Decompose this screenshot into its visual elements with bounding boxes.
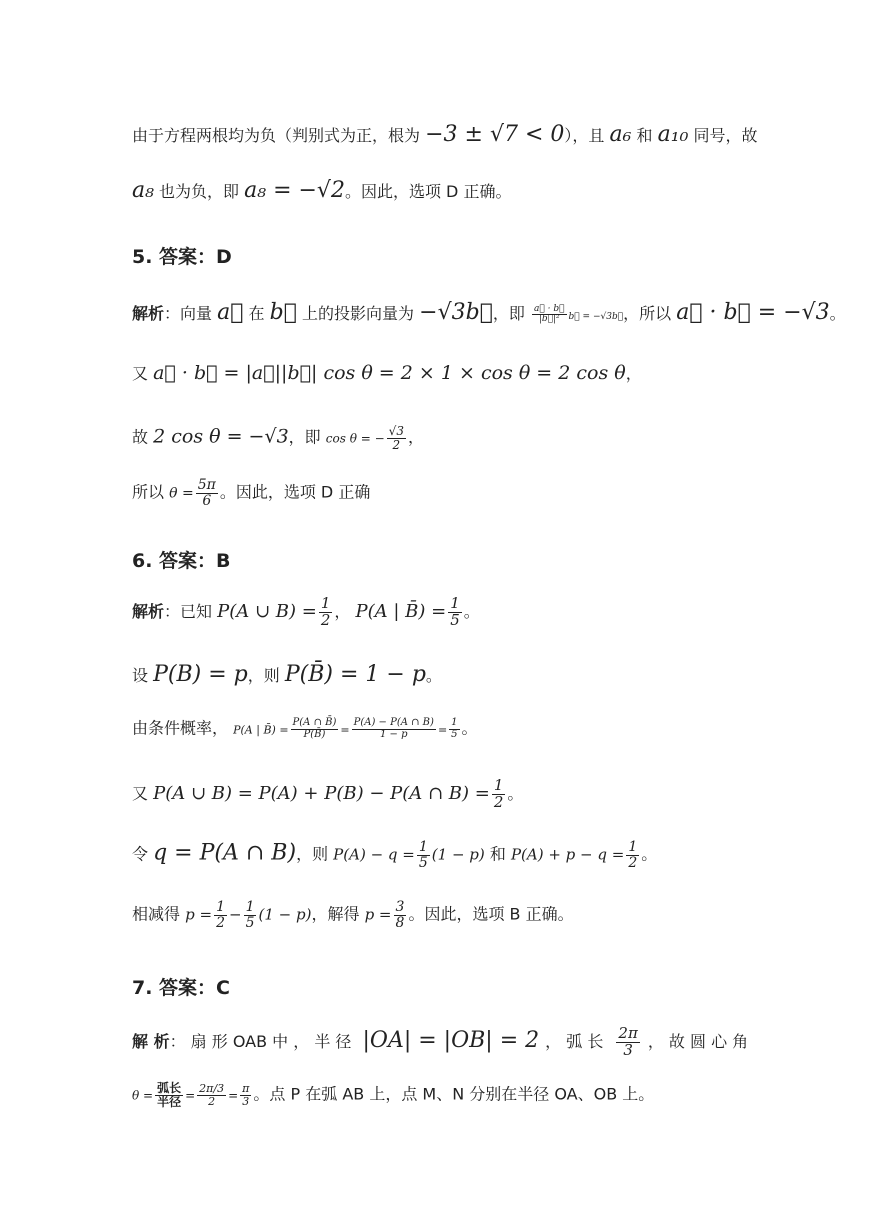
text-line: 由条件概率， P(A | B̄) = $\frac{P(A \cap B̄)}{P(B̄)}$ = $\frac{P(A) - P(A \cap B)}{1 - p}$ = $\frac{1}{5}$ 。	[132, 717, 478, 740]
label: 解析	[132, 304, 165, 323]
label: 解 析	[132, 1031, 170, 1051]
text-line	[132, 478, 760, 508]
text: 。	[829, 304, 846, 323]
math: p =	[185, 905, 213, 924]
text: ，则	[247, 666, 280, 685]
text: ，	[407, 427, 424, 447]
fraction: $\frac{a⃗ \cdot b⃗}{\text{|b⃗|²}}$	[534, 303, 565, 324]
text: 。因此，选项 B 正确。	[408, 904, 574, 924]
math: θ =	[132, 1088, 154, 1103]
answer-heading: 5. 答案：D	[132, 246, 232, 268]
text: 由于方程两根均为负（判别式为正，根为	[132, 126, 421, 145]
fraction: $\frac{P(A) - P(A \cap B)}{1 - p}$	[353, 717, 434, 740]
text: 又	[132, 364, 149, 383]
text-line	[132, 178, 760, 204]
text: ，即	[288, 427, 321, 447]
fraction: $\frac{P(A \cap B̄)}{P(B̄)}$	[292, 717, 337, 740]
math: a₁₀	[657, 122, 689, 147]
text: 设	[132, 666, 149, 685]
text-line	[132, 122, 760, 148]
math: P(B) = p	[153, 662, 248, 687]
text: 。因此，选项 D 正确。	[344, 182, 512, 201]
text-line: 相减得 p = $\frac{1}{2}$ − $\frac{1}{5}$ (1 − p)，解得 p = $\frac{3}{8}$ 。因此，选项 B 正确。	[132, 899, 574, 931]
fraction: $\frac{1}{2}$	[493, 776, 504, 811]
fraction: $\frac{1}{5}$	[451, 717, 458, 740]
math: a⃗ · b⃗ = |a⃗||b⃗| cos θ = 2 × 1 × cos θ = 2 cos θ	[153, 362, 626, 384]
text: 和	[489, 844, 506, 864]
math: −3 ± √7 < 0	[425, 122, 565, 147]
math: P(A ∪ B) =	[217, 600, 317, 622]
text-line	[132, 596, 760, 629]
text: ：已知	[164, 601, 213, 621]
text: ， 弧 长	[545, 1031, 604, 1051]
answer-heading: 6. 答案：B	[132, 550, 231, 572]
fraction: $\frac{1}{2}$	[628, 839, 638, 871]
text: 故	[132, 427, 149, 447]
answer-heading: 7. 答案：C	[132, 977, 230, 999]
fraction: $\frac{2\pi/3}{2}$	[199, 1082, 225, 1108]
fraction: $\frac{1}{2}$	[216, 899, 225, 931]
math: b⃗	[269, 300, 297, 325]
fraction: $\frac{2\pi}{3}$	[618, 1024, 638, 1059]
fraction: $\frac{1}{5}$	[245, 899, 255, 931]
math: θ =	[169, 485, 194, 502]
text: 。	[641, 844, 658, 864]
math: p =	[364, 905, 392, 924]
text: 令	[132, 844, 149, 864]
text-line	[132, 840, 760, 870]
text: ： 扇 形 OAB 中 ， 半 径	[169, 1031, 352, 1051]
text: ，	[334, 601, 351, 621]
label: 解析	[132, 601, 165, 621]
text: 由条件概率，	[132, 718, 229, 738]
fraction: $\frac{√3}{2}$	[388, 424, 404, 452]
text: ：向量	[164, 304, 213, 323]
text-line	[132, 1026, 760, 1059]
text: 所以	[132, 482, 165, 502]
math: b⃗ = −√3b⃗	[568, 312, 624, 322]
math: 2 cos θ = −√3	[153, 425, 289, 448]
math: a₆	[609, 122, 632, 147]
math: P(A | B̄) =	[233, 723, 289, 737]
math: q = P(A ∩ B)	[153, 840, 297, 866]
math: (1 − p)	[258, 905, 312, 924]
text-line	[132, 300, 846, 326]
text: 在	[248, 304, 265, 323]
math: cos θ = −	[325, 431, 385, 446]
text-line	[132, 778, 760, 811]
math: |OA| = |OB| = 2	[362, 1027, 540, 1053]
text: 和	[636, 126, 653, 145]
text: 。	[507, 783, 524, 803]
text-line	[132, 425, 760, 451]
text-line: θ = $\frac{\text{弧长}}{\text{半径}}$ = $\frac{2\pi/3}{2}$ = $\frac{\pi}{3}$ 。点 P 在弧 AB 上，点 M、N 分别在半径 OA、OB 上。	[132, 1081, 655, 1109]
text: 。	[463, 601, 480, 621]
math: a₈	[132, 178, 154, 203]
text: 。点 P 在弧 AB 上，点 M、N 分别在半径 OA、OB 上。	[253, 1084, 655, 1104]
text: 。	[461, 718, 478, 738]
fraction: $\frac{5\pi}{6}$	[197, 477, 216, 509]
math: P(A) + p − q =	[510, 845, 625, 864]
math: a⃗	[217, 300, 244, 325]
text: 同号，故	[693, 126, 758, 145]
text: 又	[132, 783, 149, 803]
fraction: $\frac{\text{弧长}}{\text{半径}}$	[157, 1081, 182, 1109]
text: 相减得	[132, 904, 181, 924]
text-line	[132, 362, 760, 385]
math: −√3b⃗	[419, 300, 493, 325]
math: P(A | B̄) =	[355, 600, 447, 622]
math: a⃗ · b⃗ = −√3	[676, 300, 830, 325]
text: 。	[425, 666, 442, 685]
fraction: $\frac{3}{8}$	[395, 899, 405, 931]
fraction: $\frac{1}{5}$	[418, 839, 428, 871]
fraction: $\frac{\pi}{3}$	[242, 1082, 250, 1108]
fraction: $\frac{1}{2}$	[320, 594, 331, 629]
text: ，则	[296, 844, 329, 864]
math: P(A) − q =	[333, 845, 415, 864]
text: 。因此，选项 D 正确	[219, 482, 371, 502]
math: a₈ = −√2	[244, 178, 345, 203]
text: ，即	[492, 304, 525, 323]
text: ，解得	[311, 904, 360, 924]
text: ，	[625, 364, 642, 383]
text: 上的投影向量为	[302, 304, 415, 323]
math: P(B̄) = 1 − p	[284, 662, 426, 687]
text: ，所以	[623, 304, 672, 323]
text-line	[132, 662, 760, 688]
text: ， 故 圆 心 角	[647, 1031, 749, 1051]
fraction: $\frac{1}{5}$	[450, 594, 460, 629]
text: 也为负，即	[159, 182, 240, 201]
math: P(A ∪ B) = P(A) + P(B) − P(A ∩ B) =	[153, 782, 490, 804]
math: (1 − p)	[431, 845, 485, 864]
text: ），且	[564, 126, 605, 145]
